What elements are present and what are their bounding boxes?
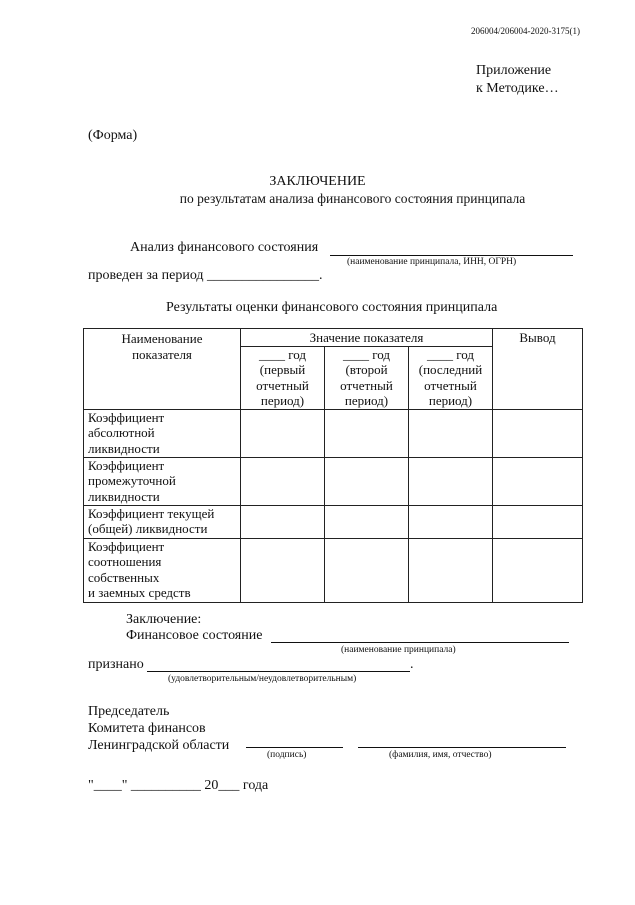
principal-name-hint: (наименование принципала, ИНН, ОГРН) <box>347 257 517 267</box>
principal-name-line-2[interactable] <box>271 642 569 643</box>
financial-indicators-table <box>83 328 583 603</box>
conclusion-cell[interactable] <box>493 457 583 505</box>
analysis-label: Анализ финансового состояния <box>130 240 319 255</box>
row-label-equity-debt-ratio: Коэффициент соотношения собственных и заемных средств <box>84 538 241 602</box>
conclusion-cell[interactable] <box>493 505 583 538</box>
value-cell[interactable] <box>409 409 493 457</box>
table-row <box>84 538 583 602</box>
row-label-current-liquidity: Коэффициент текущей (общей) ликвидности <box>84 505 241 538</box>
header-period-first: ____ год (первый отчетный период) <box>241 346 325 409</box>
signatory-line-3: Ленинградской области <box>88 738 230 753</box>
full-name-hint: (фамилия, имя, отчество) <box>389 750 492 760</box>
row-label-intermediate-liquidity: Коэффициент промежуточной ликвидности <box>84 457 241 505</box>
signatory-block <box>88 703 229 754</box>
date-line: "____" __________ 20___ года <box>88 778 269 793</box>
appendix-line-1: Приложение <box>476 63 552 78</box>
row-label-absolute-liquidity: Коэффициент абсолютной ликвидности <box>84 409 241 457</box>
appendix-note <box>476 62 626 98</box>
value-cell[interactable] <box>325 457 409 505</box>
table-row <box>84 409 583 457</box>
header-conclusion: Вывод <box>493 329 583 410</box>
table-row <box>84 505 583 538</box>
period-label: проведен за период ________________. <box>88 268 323 283</box>
conclusion-label: Заключение: <box>126 612 202 627</box>
value-cell[interactable] <box>325 505 409 538</box>
value-cell[interactable] <box>241 457 325 505</box>
table-title: Результаты оценки финансового состояния принципала <box>166 300 498 315</box>
value-cell[interactable] <box>409 505 493 538</box>
signature-hint: (подпись) <box>267 750 307 760</box>
principal-name-line[interactable] <box>330 255 573 256</box>
value-cell[interactable] <box>325 538 409 602</box>
document-id: 206004/206004-2020-3175(1) <box>471 26 580 36</box>
form-label: (Форма) <box>88 128 138 143</box>
header-period-last: ____ год (последний отчетный период) <box>409 346 493 409</box>
conclusion-cell[interactable] <box>493 409 583 457</box>
signatory-line-1: Председатель <box>88 704 170 719</box>
recognized-label: признано <box>88 657 144 672</box>
financial-state-label: Финансовое состояние <box>126 628 263 643</box>
conclusion-cell[interactable] <box>493 538 583 602</box>
document-title: ЗАКЛЮЧЕНИЕ <box>269 174 366 189</box>
value-cell[interactable] <box>241 538 325 602</box>
signature-line[interactable] <box>246 747 343 748</box>
header-indicator-value: Значение показателя <box>241 329 493 347</box>
value-cell[interactable] <box>241 409 325 457</box>
value-cell[interactable] <box>325 409 409 457</box>
header-indicator-name: Наименование показателя <box>84 329 241 410</box>
value-cell[interactable] <box>409 457 493 505</box>
header-period-second: ____ год (второй отчетный период) <box>325 346 409 409</box>
signatory-line-2: Комитета финансов <box>88 721 206 736</box>
full-name-line[interactable] <box>358 747 566 748</box>
document-subtitle: по результатам анализа финансового состояния принципала <box>179 191 526 206</box>
principal-name-hint-2: (наименование принципала) <box>341 645 456 655</box>
recognized-line[interactable] <box>147 671 410 672</box>
recognized-hint: (удовлетворительным/неудовлетворительным) <box>168 674 357 684</box>
table-row <box>84 457 583 505</box>
appendix-line-2: к Методике… <box>476 81 559 96</box>
value-cell[interactable] <box>241 505 325 538</box>
value-cell[interactable] <box>409 538 493 602</box>
